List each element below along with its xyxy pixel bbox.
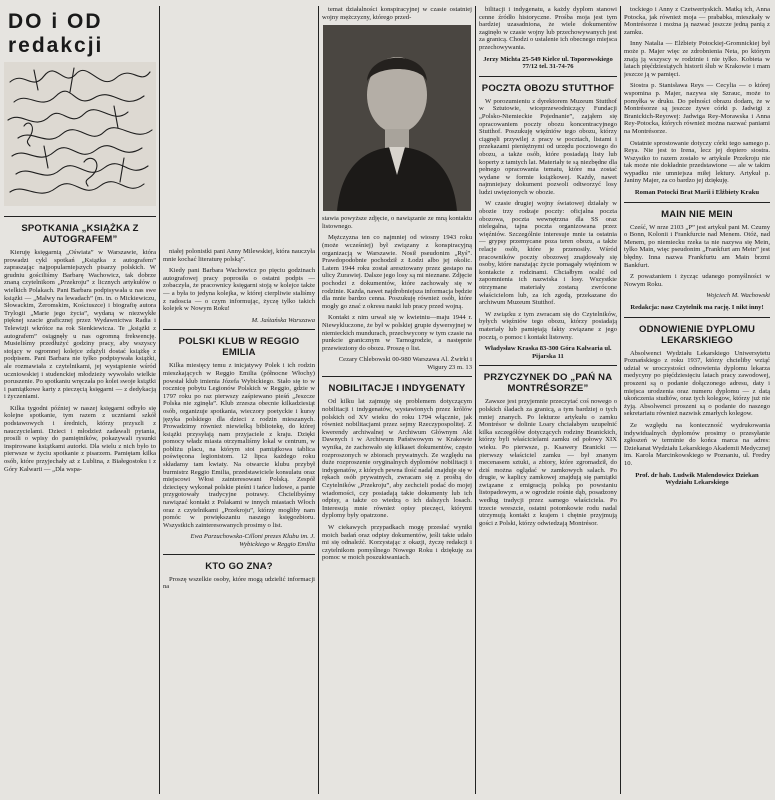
article-text: tockiego i Anny z Czetwertyskich. Matką ich, Anna Potocka, jak również moja — prababka, mieszkały w Montrésorze i można ją nazwać jeszcze jedną panią z zamku. — [624, 6, 770, 36]
column-1 — [4, 6, 156, 794]
article-text: W czasie drugiej wojny światowej działały w obozie trzy rodzaje poczty: oficjalna poczta obozowa, poczta wewnętrzna dla SS oraz nielegalna, tajna poczta organizowana przez więźniów. Szczególnie interesuje mnie ta ostatnia — grypsy przemycane poza teren obozu, a także relacje osób, które je przenosiły. Wśród pracowników poczty obozowej znajdowały się osoby, które narażając życie pomagały więźniom w kontakcie z rodzinami. Chciałbym ocalić od zapomnienia ich nazwiska i losy. Wszystkie otrzymane materiały zostaną zwrócone właścicielom lub, za ich zgodą, przekazane do archiwum Muzeum Stutthof. — [479, 200, 617, 307]
article-text: Kilka tygodni później w naszej księgarni odbyło się kolejne spotkanie, tym razem z uczniami szkół podstawowych i średnich, którzy przyszli z nauczycielami. Dzieci i młodzież zadawali pytania, prosili o wpisy do pamiętników, pokazywali rysunki inspirowane książkami autorki. Dla wielu z nich było to pierwsze w życiu spotkanie z pisarzem. Pamiętam kilka osób, które przyjechały aż z Lublina, z Białegostoku i z Góry Kalwarii — „Dla wspa- — [4, 404, 156, 473]
signature: M. Jaśtańska Warszawa — [251, 316, 315, 324]
article-text: stawia powyższe zdjęcie, o nawiązanie ze mną kontaktu listownego. — [322, 215, 472, 230]
heading-polski-klub: POLSKI KLUB W REGGIO EMILIA — [178, 336, 300, 359]
article-text: Zawsze jest przyjemnie przeczytać coś nowego o polskich śladach za granicą, a tym bardziej o tych mniej znanych. Po lekturze artykułu o zamku Montrésor w dolinie Loary chciałabym uzupełnić kilka szczegółów dotyczących rodziny Branickich, którzy byli właścicielami zamku od połowy XIX wieku. Po pierwsze, p. Ksawery Branicki — pierwszy właściciel zamku — był znanym mecenasem sztuki, a zbiory, które zgromadził, do dziś można oglądać w zamkowych salach. Po drugie, w kaplicy zamkowej znajdują się pamiątki związane z emigracją polską po powstaniu listopadowym, a w ogrodzie rośnie dąb, posadzony według tradycji przez samego właściciela. Po trzecie wreszcie, ostatni potomkowie rodu nadal utrzymują kontakt z krajem i chętnie przyjmują gości z Polski, którzy odwiedzają Montrésor. — [479, 398, 617, 527]
section-rule — [624, 317, 770, 318]
article-text: W porozumieniu z dyrektorem Muzeum Stutthof w Sztutowie, wiceprzewodniczący Fundacji „Polsko-Niemieckie Pojednanie”, zająłem się opracowaniem poczty obozu koncentracyjnego Stutthof. Poszukuję więźniów tego obozu, którzy ciągnęli przywilej z pracy w pocztach, listami i przekazami pieniężnymi od urzędu pocztowego do obozu, a także osób, które posiadają listy lub koperty z tamtych lat. Materiały te są niezbędne dla pełnego opracowania tematu, które ma zostać wydane w formie książkowej. Każdy, nawet najmniejszy dokument pozwoli odtworzyć losy ludzi uwięzionych w obozie. — [479, 97, 617, 196]
signature: Jerzy Michta 25-549 Kielce ul. Toporowskiego 77/12 tel. 31-74-76 — [483, 55, 613, 71]
column-rule — [159, 6, 160, 794]
article-text: Proszę wszelkie osoby, które mogą udzielić informacji na — [163, 575, 315, 591]
article-text: W ciekawych przypadkach mogę przesłać wyniki moich badań oraz odpisy dokumentów, jeśli takie udało mi się odnaleźć. Korzystając z okazji, życzę redakcji i czytelnikom pomyślnego Nowego Roku i dziękuję za pomoc w moich poszukiwaniach. — [322, 523, 472, 562]
section-rule — [624, 202, 770, 203]
signature: Ewa Parzuchowska-Cilloni prezes Klubu im. J. Wybickiego w Reggio Emilia — [190, 533, 315, 548]
article-text: Z poważaniem i życząc udanego pomyślności w Nowym Roku. — [624, 273, 770, 288]
column-rule — [475, 6, 476, 794]
column-2 — [163, 248, 315, 794]
editorial-note: Redakcja: nasz Czytelnik ma rację. I nikt inny! — [630, 304, 764, 311]
article-text: Ostatnie sprostowanie dotyczy córki tego samego p. Reya. Nie jest to Irena, lecz jej dopiero siostra. Wszystko to razem zostało w artykule Przekroju nie tak może nie dokładnie przedstawione — ale w takim wypadku nie umniejsza miłej lektury. Artykuł p. Janiny Majer, za co bardzo jej dziękuję. — [624, 139, 770, 185]
section-rule — [163, 329, 315, 330]
portrait-photo — [323, 25, 471, 211]
article-text: Kieruję księgarnią „Oświata” w Warszawie, która prowadzi cykl spotkań „Książka z autografem” zapraszając najpopularniejszych pisarzy polskich. W grudniu gościliśmy Barbarę Wachowicz, tak dobrze znaną czytelnikom „Przekroju” z licznych artykułów o wielkich Polakach. Pani Barbara podpisywała u nas swe książki — „Malwy na lewadach” (m. in. o Mickiewiczu, Słowackim, Żeromskim, Kościuszce) i biografię autora Trylogii „Marie jego życia”, wydaną w niezwykłe pięknej szacie graficznej przez Wydawnictwa Radia i Telewizji wkrótce na rok Sienkiewicza. Te „książki z autografem” osiągnęły u nas ogromną frekwencję. Musieliśmy przedłużyć godziny pracy, aby wszyscy stojący w ogromnej kolejce zdążyli dostać książkę z podpisem. Pani Barbara nie tylko podpisywała książki, ale rozmawiała z czytelnikami, jej wystąpienie wśród uczniowskiej i studenckiej młodzieży wywołało wielkie poruszenie. Po spotkaniu wręczała po kolei swoje książki i pamiątkowe karty z pieczęcią księgarni — z dedykacją i życzeniami. — [4, 249, 156, 401]
section-rule — [479, 365, 617, 366]
article-text: Mężczyzna ten co najmniej od wiosny 1943 roku (może wcześniej) był związany z konspiracyjną organizacją w Warszawie. Nosił pseudonim „Ryś”. Prawdopodobnie pochodził z Łodzi albo jej okolic. Latem 1944 roku został aresztowany przez gestapo na ulicy Żurawiej. Dalsze jego losy są mi nieznane. Zdjęcie pochodzi z dokumentów, które zachowały się w rodzinie. Każda, nawet najdrobniejsza informacja będzie dla mnie bardzo cenna. Poszukuję również osób, które mogły go znać z okresu nauki lub pracy przed wojną. — [322, 234, 472, 310]
article-text: Siostra p. Stanisława Reys — Cecylia — o której wspomina p. Majer, nazywa się Szrauc, może to pomyłka w druku. Do pełności obrazu dodam, że w Montrésorze są jeszcze żywe córki p. Jadwigi z Branickich-Reyowej: Jadwiga Rey-Morawska i Anna Rey-Potocka, których również można nazwać paniami na Montrésorze. — [624, 82, 770, 135]
signature: Cezary Chlebowski 00-980 Warszawa Al. Żwirki i Wigury 23 m. 13 — [338, 356, 472, 371]
column-5 — [624, 6, 770, 794]
article-text: Cześć, W nrze 2103 „P” jest artykuł pani M. Czumy o Bonn, Kolonii i Frankfurcie nad Menem. Otóż, nad Menem, po niemiecku rzeka ta nie nazywa się Mein, tylko Main, więc pseudonim „Frankfurt am Mein” jest błędny. Inna nazwa Frankfurtu am Main brzmi Bankfurt. — [624, 223, 770, 269]
article-text: Kontakt z nim urwał się w kwietniu—maju 1944 r. Niewykluczone, że był w polskiej grupie dywersyjnej w niemieckich mundurach, przechwycony w tym czasie na punkcie granicznym w Tarnogrodzie, a następnie przewieziony do obozu. Proszę o list. — [322, 314, 472, 352]
section-rule — [322, 376, 472, 377]
heading-nobilitacje: NOBILITACJE I INDYGENATY — [328, 383, 466, 395]
column-3 — [322, 6, 472, 794]
article-text: Inny Natalia — Elżbiety Potockiej-Gromnickiej był może p. Majer więc ze zdrobnienia Neta, po którym znają ją wszyscy w rodzinie i nie tylko. Kobieta w latach pięćdziesiątych historii ślub w Krakowie i mam jeszcze ją w pamięci. — [624, 40, 770, 78]
heading-main-nie-mein: MAIN NIE MEIN — [661, 208, 733, 220]
article-text: Absolwenci Wydziału Lekarskiego Uniwersytetu Poznańskiego z roku 1937, którzy chcieliby wziąć udział w uroczystości odnowienia dyplomu lekarza medycyny po pięćdziesięciu latach pracy zawodowej, proszeni są o podanie dołączonego adresu, daty i miejsca urodzenia oraz numeru dyplomu — z datą ukończenia studiów, oraz tych kolegow, którzy już nie żyją. Absolwenci proszeni są o podanie do naszego sekretariatu również nazwisk zmarłych kolegow. — [624, 349, 770, 418]
article-text: niałej polonistki pani Anny Milewskiej, która nauczyła mnie kochać literaturę polską”. — [163, 248, 315, 263]
signature: Roman Potocki Brat Marii i Elżbiety Kraku — [634, 189, 760, 197]
section-rule — [4, 216, 156, 217]
heading-kto-go-zna: KTO GO ZNA? — [205, 560, 273, 572]
autograph-signatures-image — [4, 62, 156, 206]
masthead — [8, 10, 156, 58]
article-text: Ze względu na konieczność wydrukowania indywidualnych dyplomów prosimy o przesyłanie zgłoszeń w terminie do końca marca na adres: Dziekanat Wydziału Lekarskiego Akademii Medycznej im. Karola Marcinkowskiego w Poznaniu, ul. Fredry 10. — [624, 421, 770, 467]
section-rule — [479, 76, 617, 77]
heading-spotkania: SPOTKANIA „KSIĄŻKA Z AUTOGRAFEM” — [21, 223, 139, 245]
section-rule — [163, 554, 315, 555]
article-text: W związku z tym zwracam się do Czytelników, byłych więźniów tego obozu, którzy posiadają materiały lub pamiętają fakty związane z jego pocztą, o pomoc i kontakt listowny. — [479, 310, 617, 341]
signature: Władysław Kraska 83-300 Góra Kalwaria ul. Pijarska 11 — [484, 345, 612, 360]
column-4 — [479, 6, 617, 794]
masthead-line-2: redakcji — [8, 34, 104, 57]
signature: Wojciech M. Wachowski — [706, 292, 770, 300]
heading-przyczynek: PRZYCZYNEK DO „PAŃ NA MONTRÉSORZE” — [483, 372, 613, 395]
signature: Prof. dr hab. Ludwik Malendowicz Dziekan Wydziału Lekarskiego — [635, 471, 759, 487]
article-text: bilitacji i indygenatu, a każdy dyplom stanowi cenne źródło historyczne. Prośba moja jest tym bardziej uzasadniona, że wiele dokumentów zaginęło w czasie wojny lub przechowywanych jest za granicą. Chodzi o ustalenie ich obecnego miejsca przechowywania. — [479, 6, 617, 51]
article-text: Kiedy pani Barbara Wachowicz po pięciu godzinach autografowej pracy poprosiła o ostatni podpis — zobaczyła, że pracownicy księgarni stoją w kolejce także — a była to jedyna kolejka, w której cierpliwie staliśmy z radoscia — o czym informując, życzę tylko takich kolejek w Nowym Roku! — [163, 267, 315, 313]
article-text: Od kilku lat zajmuję się problemem dotyczącym nobilitacji i indygenatów, wystawionych przez królów polskich od XV wieku do roku 1794 włącznie, jak również nobilitacjami przez sejmy Rzeczypospolitej. Z kwerendy archiwalnej w Archiwum Głównym Akt Dawnych i w Archiwum Państwowym w Krakowie wynika, że zachowało się kilkaset dokumentów, często rozproszonych w zbiorach prywatnych. Ze względu na duże rozproszenie oryginalnych dyplomów nobilitacji i indygenatów, z których pewna ilość nadal znajduje się w rękach osób prywatnych, zwracam się z prośbą do Czytelników „Przekroju”, aby zechcieli podać do mojej wiadomości, czy posiadają takie dokumenty lub ich odpisy, a także co wiedzą o ich dalszych losach. Interesują mnie również opisy pieczęci, którymi dyplomy były opatrzone. — [322, 398, 472, 520]
heading-poczta: POCZTA OBOZU STUTTHOF — [481, 82, 615, 94]
article-text: temat działalności konspiracyjnej w czasie ostatniej wojny mężczyzny, którego przed- — [322, 6, 472, 21]
masthead-line-1: DO i OD — [8, 10, 103, 33]
article-text: Kilka miesięcy temu z inicjatywy Polek i ich rodzin mieszkających w Reggio Emilia (północne Włochy) powstał klub imienia Józefa Wybickiego. Stało się to w rocznicę pobytu Legionów Polskich w Reggio, gdzie w 1797 roku po raz pierwszy zaśpiewano pieśń „Jeszcze Polska nie zginęła”. Klub zrzesza obecnie kilkadziesiąt osób, organizuje spotkania, wieczory poetyckie i kursy języka polskiego dla dzieci z rodzin mieszanych. Prowadzimy również niewielką bibliotekę, do której książki przysyłają nam przyjaciele z kraju. Dzięki pomocy władz miasta otrzymaliśmy lokal w centrum, w pobliżu placu, na którym stoi pamiątkowa tablica poświęcona legionistom. 12 lipca każdego roku składamy tam kwiaty. Na otwarcie klubu przybył burmistrz Reggio Emilia, przedstawiciele konsulatu oraz miejscowi Włosi zainteresowani Polską. Zespół dziecięcy wykonał polskie pieśni i tańce ludowe, a panie przygotowały tradycyjne potrawy. Chcielibyśmy nawiązać kontakt z Polakami w innych miastach Włoch oraz z czytelnikami „Przekroju”, którzy mogliby nam pomóc w powiększaniu naszego księgozbioru. Wszystkich zainteresowanych prosimy o list. — [163, 362, 315, 529]
column-rule — [318, 6, 319, 794]
column-rule — [620, 6, 621, 794]
heading-odnowienie-dyplomu: ODNOWIENIE DYPLOMU LEKARSKIEGO — [638, 323, 756, 346]
